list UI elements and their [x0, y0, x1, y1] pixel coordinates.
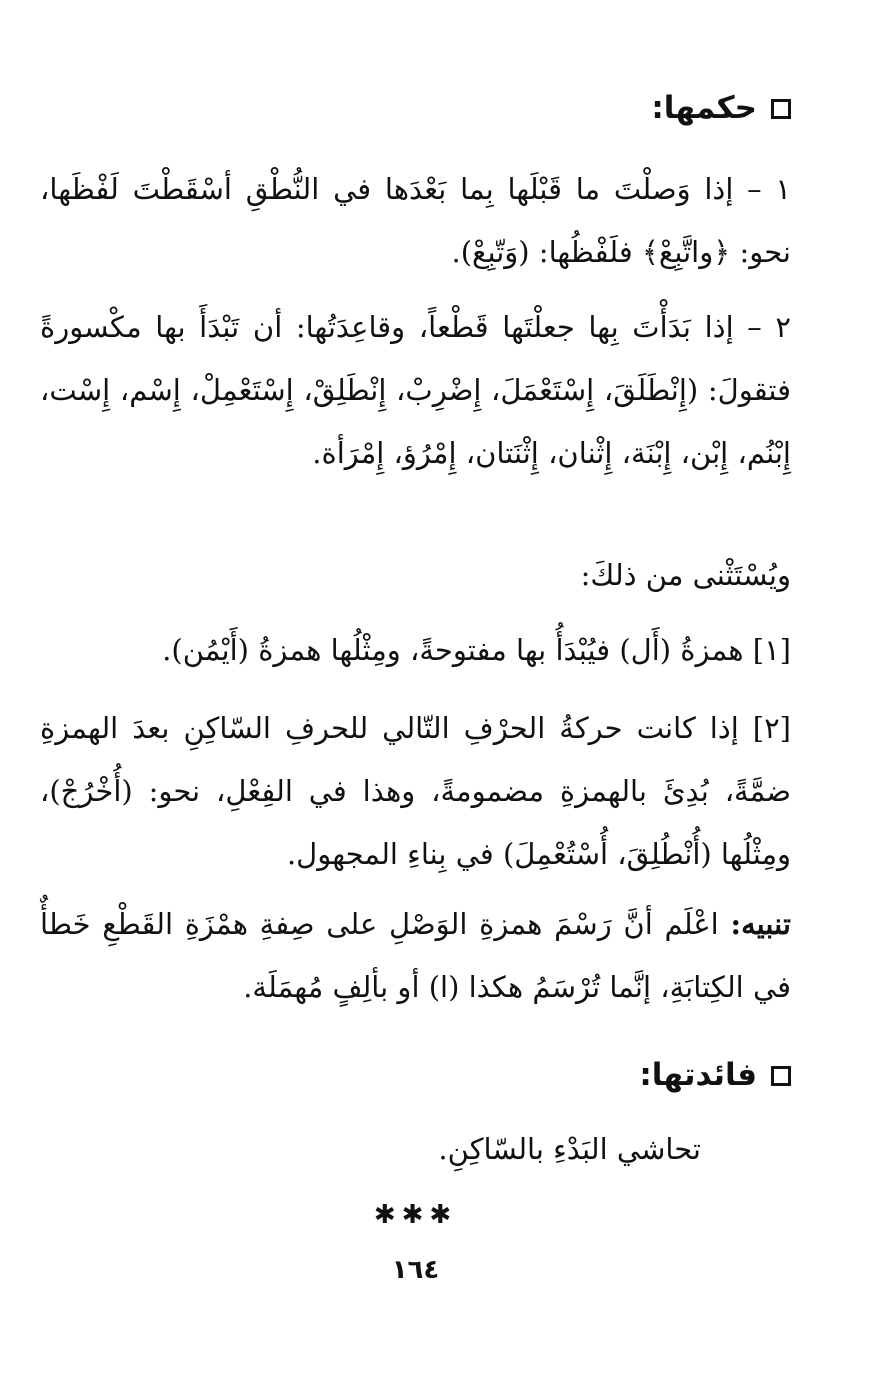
- note-label: تنبيه:: [730, 907, 791, 941]
- exception-1-paragraph: [١] همزةُ (أَل) فيُبْدَأُ بها مفتوحةً، ومِثْلُها همزةُ (أَيْمُن).: [162, 633, 791, 667]
- exceptions-intro: ويُسْتَثْنى من ذلكَ:: [580, 558, 791, 592]
- square-outline-icon: [771, 99, 791, 119]
- benefit-paragraph: تحاشي البَدْءِ بالسّاكِنِ.: [438, 1132, 701, 1166]
- rule-1-paragraph: ١ – إذا وَصلْتَ ما قَبْلَها بِما بَعْدَها في النُّطْقِ أسْقَطْتَ لَفْظَها، نحو: ﴿واتَّبِعْ﴾ فلَفْظُها: (وَتّبِعْ).: [40, 172, 791, 269]
- heading-text: فائدتها:: [639, 1057, 757, 1093]
- section-heading-benefit: [639, 1057, 791, 1093]
- section-separator: ✱✱✱: [373, 1200, 458, 1230]
- rule-2-paragraph: ٢ – إذا بَدَأْتَ بِها جعلْتَها قَطْعاً، وقاعِدَتُها: أن تَبْدَأَ بها مكْسورةً فتقولَ: (إِنْطَلَقَ، إِسْتَعْمَلَ، إِضْرِبْ، إِنْطَلِقْ، إِسْتَعْمِلْ، إِسْم، إِسْت، إِبْنُم، إِبْن، إِبْنَة، إِثْنان، إِثْنَتان، إِمْرُؤ، إِمْرَأة.: [40, 310, 791, 470]
- section-heading-ruling: [651, 90, 791, 126]
- square-outline-icon: [771, 1066, 791, 1086]
- page: [40, 72, 791, 1331]
- heading-text: حكمها:: [651, 90, 757, 126]
- exception-2-paragraph: [٢] إذا كانت حركةُ الحرْفِ التّالي للحرفِ السّاكِنِ بعدَ الهمزةِ ضمَّةً، بُدِئَ بالهمزةِ مضمومةً، وهذا في الفِعْلِ، نحو: (أُخْرُجْ)، ومِثْلُها (أُنْطُلِقَ، أُسْتُعْمِلَ) في بِناءِ المجهول.: [40, 711, 791, 871]
- note-text: اعْلَم أنَّ رَسْمَ همزةِ الوَصْلِ على صِفةِ همْزَةِ القَطْعِ خَطأٌ في الكِتابَةِ، إنَّما تُرْسَمُ هكذا (ا) أو بألِفٍ مُهمَلَة.: [40, 907, 791, 1004]
- page-number: ١٦٤: [391, 1255, 440, 1285]
- note-paragraph: [40, 893, 791, 1019]
